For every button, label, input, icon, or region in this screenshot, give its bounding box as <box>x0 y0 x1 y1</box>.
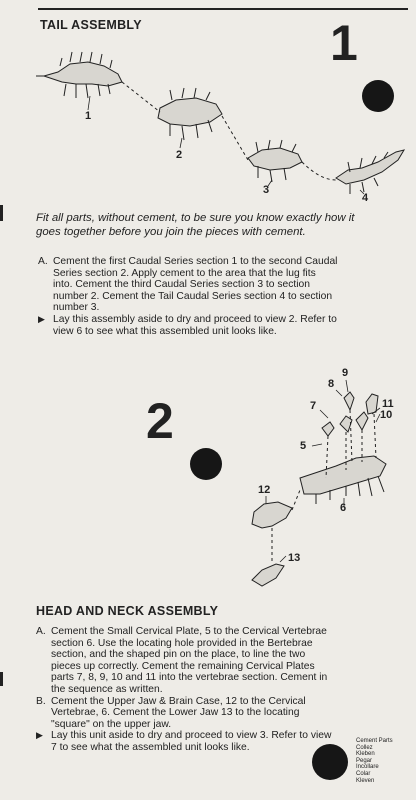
part-label: 9 <box>342 367 349 379</box>
step-item <box>36 626 336 696</box>
intro-instruction: Fit all parts, without cement, to be sure you know exactly how it goes together before you join the pieces with cement. <box>36 212 355 238</box>
pointer-arrow-icon: ▶ <box>38 313 45 324</box>
note-item <box>38 314 338 337</box>
legend-item: Incollare <box>356 764 379 771</box>
legend-item: Colar <box>356 770 371 777</box>
part-label: 6 <box>340 502 347 514</box>
head-neck-steps <box>36 626 336 754</box>
step-label: B. <box>36 695 46 707</box>
part-label: 1 <box>85 110 92 122</box>
part-label: 4 <box>362 192 369 204</box>
glue-tube-icon <box>312 744 348 780</box>
part-label: 11 <box>382 398 394 410</box>
part-label: 13 <box>288 552 301 564</box>
part-label: 7 <box>310 400 317 412</box>
note-text: Lay this unit aside to dry and proceed to view 3. Refer to view 7 to see what the assembled unit looks like. <box>51 730 332 753</box>
legend-item: Cement Parts <box>356 738 393 744</box>
part-label: 2 <box>176 149 183 161</box>
pointer-arrow-icon: ▶ <box>36 730 43 741</box>
part-label: 5 <box>300 440 307 452</box>
head-neck-heading: HEAD AND NECK ASSEMBLY <box>36 604 219 618</box>
glue-tube-icon <box>190 448 222 480</box>
legend-item: Pegar <box>356 757 373 764</box>
note-item <box>36 730 336 753</box>
step-text: Cement the first Caudal Series section 1 to the second Caudal Series section 2. Apply cement to the area that the lug fits into. Cement the third Caudal Series section 3 to section number 2. Cement the Tail Caudal Series section 4 to section number 3. <box>53 256 338 314</box>
view-number-1: 1 <box>330 15 358 71</box>
cement-legend <box>356 738 393 784</box>
part-label: 8 <box>328 378 335 390</box>
step-text: Cement the Small Cervical Plate, 5 to the Cervical Vertebrae section 6. Use the locating hole provided in the Bertebrae section, and the shaped pin on the place, to line the two pieces up correctly. Cement the remaining Cervical Plates parts 7, 8, 9, 10 and 11 into the vertebrae section. Cement in the sequence as written. <box>51 626 328 695</box>
legend-item: Collez <box>356 744 373 751</box>
step-item <box>38 256 338 314</box>
legend-item: Kleben <box>356 751 375 758</box>
step-item <box>36 696 336 731</box>
step-label: A. <box>36 626 46 637</box>
view-number-2: 2 <box>146 393 174 449</box>
step-text: Cement the Upper Jaw & Brain Case, 12 to the Cervical Vertebrae, 6. Cement the Lower Jaw 13 to the locating "square" on the upper jaw. <box>51 695 306 730</box>
step-label: A. <box>38 256 48 267</box>
legend-item: Kleven <box>356 777 375 784</box>
part-label: 10 <box>380 409 393 421</box>
part-label: 12 <box>258 484 271 496</box>
tail-assembly-steps <box>38 256 338 337</box>
tail-assembly-heading: TAIL ASSEMBLY <box>40 18 142 32</box>
part-label: 3 <box>263 184 270 196</box>
note-text: Lay this assembly aside to dry and proceed to view 2. Refer to view 6 to see what this assembled unit looks like. <box>53 313 337 337</box>
